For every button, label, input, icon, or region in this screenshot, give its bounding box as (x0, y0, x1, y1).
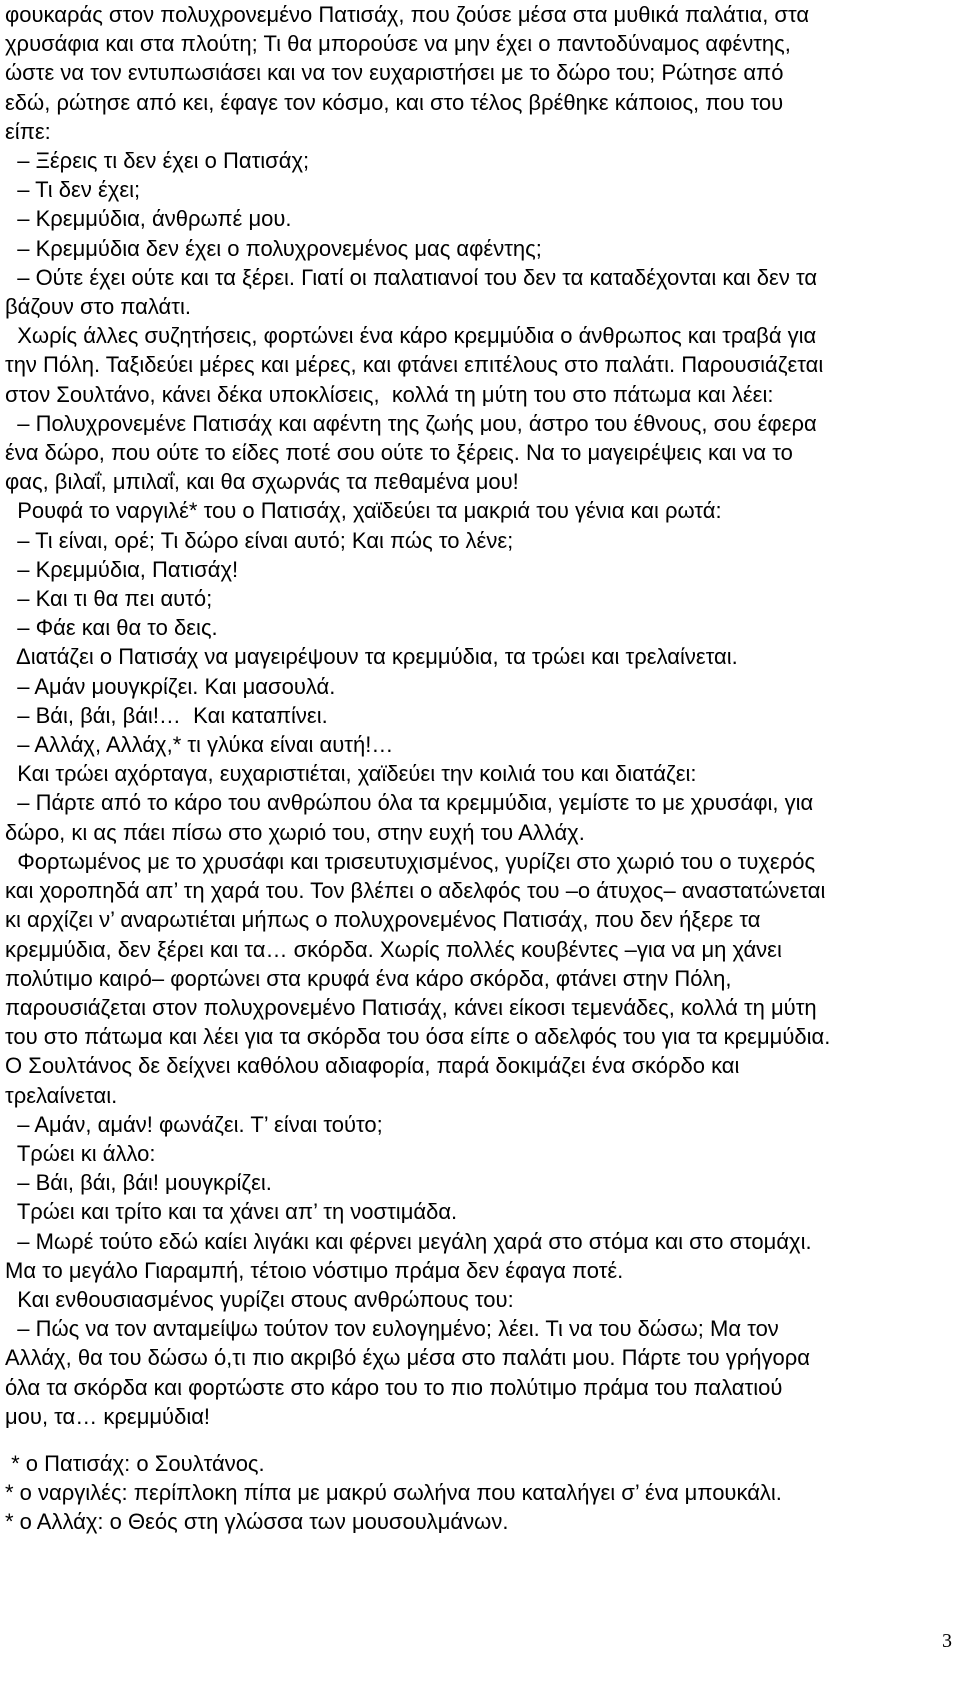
page-number: 3 (942, 1630, 952, 1652)
text-line: παρουσιάζεται στον πολυχρονεμένο Πατισάχ, κάνει είκοσι τεμενάδες, κολλά τη μύτη (5, 994, 817, 1020)
text-line: – Πολυχρονεμένε Πατισάχ και αφέντη της ζωής μου, άστρο του έθνους, σου έφερα (5, 410, 817, 436)
text-line: χρυσάφια και στα πλούτη; Τι θα μπορούσε να μην έχει ο παντοδύναμος αφέντης, (5, 31, 791, 57)
text-line: – Αμάν, αμάν! φωνάζει. Τ’ είναι τούτο; (5, 1111, 383, 1137)
text-line: – Φάε και θα το δεις. (5, 615, 218, 641)
text-line: όλα τα σκόρδα και φορτώστε στο κάρο του το πιο πολύτιμο πράμα του παλατιού (5, 1374, 783, 1400)
text-line: φας, βιλαΐ, μπιλαΐ, και θα σχωρνάς τα πεθαμένα μου! (5, 469, 519, 495)
text-line: Και ενθουσιασμένος γυρίζει στους ανθρώπους του: (5, 1286, 514, 1312)
text-line: Διατάζει ο Πατισάχ να μαγειρέψουν τα κρεμμύδια, τα τρώει και τρελαίνεται. (5, 644, 738, 670)
text-line: Ρουφά το ναργιλέ* του ο Πατισάχ, χαϊδεύει τα μακριά του γένια και ρωτά: (5, 498, 722, 524)
text-line: πολύτιμο καιρό– φορτώνει στα κρυφά ένα κάρο σκόρδα, φτάνει στην Πόλη, (5, 965, 732, 991)
text-line: κρεμμύδια, δεν ξέρει και τα… σκόρδα. Χωρίς πολλές κουβέντες –για να μη χάνει (5, 936, 782, 962)
text-line: τρελαίνεται. (5, 1082, 118, 1108)
text-line: – Κρεμμύδια δεν έχει ο πολυχρονεμένος μας αφέντης; (5, 235, 542, 261)
text-line: Φορτωμένος με το χρυσάφι και τρισευτυχισμένος, γυρίζει στο χωριό του ο τυχερός (5, 848, 816, 874)
text-line: δώρο, κι ας πάει πίσω στο χωριό του, στην ευχή του Αλλάχ. (5, 819, 585, 845)
document-page (5, 0, 953, 1537)
text-line: κι αρχίζει ν’ αναρωτιέται μήπως ο πολυχρονεμένος Πατισάχ, που δεν ήξερε τα (5, 907, 761, 933)
text-line: είπε: (5, 118, 51, 144)
text-line: Τρώει κι άλλο: (5, 1140, 156, 1166)
text-line: – Ούτε έχει ούτε και τα ξέρει. Γιατί οι παλατιανοί του δεν τα καταδέχονται και δεν τα (5, 264, 818, 290)
text-line: – Πώς να τον ανταμείψω τούτον τον ευλογημένο; λέει. Τι να του δώσω; Μα τον (5, 1316, 779, 1342)
text-line: – Και τι θα πει αυτό; (5, 586, 213, 612)
text-line: – Τι δεν έχει; (5, 177, 141, 203)
text-line: Ο Σουλτάνος δε δείχνει καθόλου αδιαφορία, παρά δοκιμάζει ένα σκόρδο και (5, 1053, 740, 1079)
footnote: * ο Αλλάχ: ο Θεός στη γλώσσα των μουσουλμάνων. (5, 1509, 509, 1535)
text-line: την Πόλη. Ταξιδεύει μέρες και μέρες, και φτάνει επιτέλους στο παλάτι. Παρουσιάζεται (5, 352, 824, 378)
text-line: ένα δώρο, που ούτε το είδες ποτέ σου ούτε το ξέρεις. Να το μαγειρέψεις και να το (5, 440, 793, 466)
story-text (5, 0, 953, 1431)
text-line: ώστε να τον εντυπωσιάσει και να τον ευχαριστήσει με το δώρο του; Ρώτησε από (5, 60, 784, 86)
text-line: Αλλάχ, θα του δώσω ό,τι πιο ακριβό έχω μέσα στο παλάτι μου. Πάρτε του γρήγορα (5, 1345, 810, 1371)
text-line: – Τι είναι, ορέ; Τι δώρο είναι αυτό; Και πώς το λένε; (5, 527, 514, 553)
text-line: – Αμάν μουγκρίζει. Και μασουλά. (5, 673, 336, 699)
text-line: – Κρεμμύδια, άνθρωπέ μου. (5, 206, 292, 232)
text-line: Τρώει και τρίτο και τα χάνει απ’ τη νοστιμάδα. (5, 1199, 458, 1225)
text-line: στον Σουλτάνο, κάνει δέκα υποκλίσεις, κολλά τη μύτη του στο πάτωμα και λέει: (5, 381, 774, 407)
text-line: του στο πάτωμα και λέει για τα σκόρδα του όσα είπε ο αδελφός του για τα κρεμμύδια. (5, 1024, 831, 1050)
footnote: * ο ναργιλές: περίπλοκη πίπα με μακρύ σωλήνα που καταλήγει σ’ ένα μπουκάλι. (5, 1480, 782, 1506)
text-line: – Βάι, βάι, βάι! μουγκρίζει. (5, 1170, 272, 1196)
text-line: – Κρεμμύδια, Πατισάχ! (5, 556, 239, 582)
text-line: – Βάι, βάι, βάι!… Και καταπίνει. (5, 702, 328, 728)
text-line: μου, τα… κρεμμύδια! (5, 1403, 211, 1429)
text-line: Χωρίς άλλες συζητήσεις, φορτώνει ένα κάρο κρεμμύδια ο άνθρωπος και τραβά για (5, 323, 817, 349)
text-line: Και τρώει αχόρταγα, ευχαριστιέται, χαϊδεύει την κοιλιά του και διατάζει: (5, 761, 697, 787)
text-line: – Ξέρεις τι δεν έχει ο Πατισάχ; (5, 148, 310, 174)
footnote: * ο Πατισάχ: ο Σουλτάνος. (5, 1450, 265, 1476)
text-line: – Μωρέ τούτο εδώ καίει λιγάκι και φέρνει μεγάλη χαρά στο στόμα και στο στομάχι. (5, 1228, 812, 1254)
text-line: – Πάρτε από το κάρο του ανθρώπου όλα τα κρεμμύδια, γεμίστε το με χρυσάφι, για (5, 790, 814, 816)
text-line: βάζουν στο παλάτι. (5, 294, 191, 320)
text-line: φουκαράς στον πολυχρονεμένο Πατισάχ, που ζούσε μέσα στα μυθικά παλάτια, στα (5, 2, 810, 27)
text-line: – Αλλάχ, Αλλάχ,* τι γλύκα είναι αυτή!… (5, 732, 394, 758)
footnotes (5, 1449, 953, 1537)
text-line: Μα το μεγάλο Γιαραμπή, τέτοιο νόστιμο πράμα δεν έφαγα ποτέ. (5, 1257, 624, 1283)
text-line: εδώ, ρώτησε από κει, έφαγε τον κόσμο, και στο τέλος βρέθηκε κάποιος, που του (5, 89, 784, 115)
text-line: και χοροπηδά απ’ τη χαρά του. Τον βλέπει ο αδελφός του –ο άτυχος– αναστατώνεται (5, 878, 826, 904)
